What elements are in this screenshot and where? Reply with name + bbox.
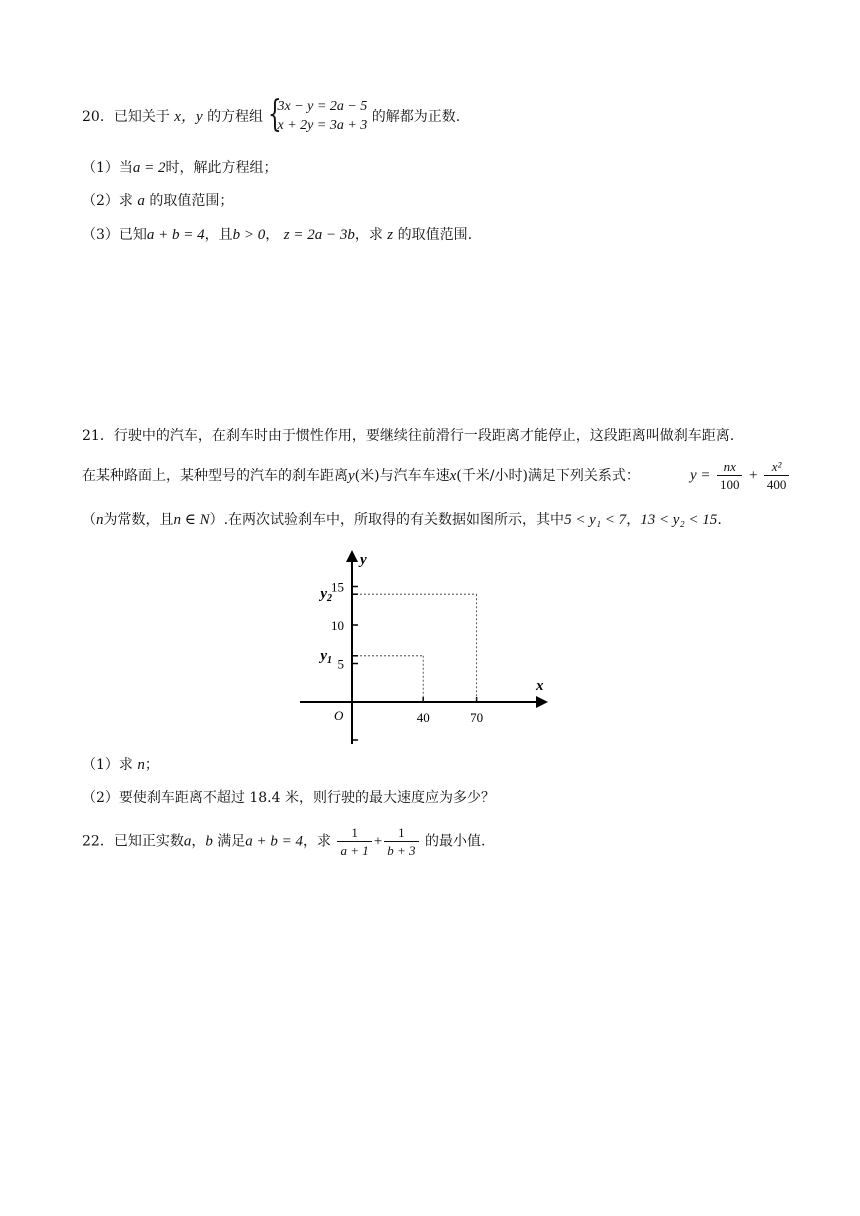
q20-stem	[82, 94, 461, 136]
q21-l3-m2: 5 < y₁ < 7	[564, 512, 627, 528]
q20-p3-text1: ，且	[204, 227, 233, 243]
x-tick-label-70: 70	[470, 710, 484, 725]
frac1-numerator: nx	[717, 458, 743, 476]
fraction-x2-400	[764, 458, 790, 493]
q20-p3-text4: 的取值范围.	[397, 227, 473, 243]
q20-p3-math4: z	[387, 227, 394, 243]
x-axis-label: x	[536, 678, 544, 694]
q22-frac1-num: 1	[337, 824, 371, 842]
q21-text-a: 在某种路面上，某种型号的汽车的刹车距离	[82, 468, 348, 484]
formula-lhs: y =	[690, 467, 711, 484]
equation-1: 3x − y = 2a − 5	[277, 99, 368, 114]
q20-p2-label: （2）求	[82, 193, 133, 209]
q21-l3-m3: 13 < y₂ < 15	[640, 512, 718, 528]
q20-p1-text: 时，解此方程组；	[165, 160, 278, 176]
q20-part1	[82, 158, 278, 178]
q21-p1-math: n	[137, 757, 145, 773]
fraction-nx-100	[717, 458, 743, 493]
y-point-label-y2: $y_2$	[320, 586, 332, 605]
x-axis-arrow	[536, 696, 548, 708]
frac1-denominator: 100	[719, 477, 740, 492]
q22-text-d: ，求	[303, 833, 332, 850]
q20-prefix: 20．已知关于	[82, 109, 170, 125]
q22-frac2-den: b + 3	[387, 843, 416, 858]
q21-l3-m: n ∈ N	[173, 512, 210, 528]
q20-p1-math: a = 2	[132, 160, 166, 176]
q20-p3-math3: z = 2a − 3b	[283, 227, 355, 243]
equation-2: x + 2y = 3a + 3	[277, 118, 368, 133]
y-tick-label-5: 5	[337, 656, 344, 672]
q21-line3	[82, 510, 722, 530]
q21-part2: （2）要使刹车距离不超过 18.4 米，则行驶的最大速度应为多少？	[82, 790, 495, 806]
frac2-numerator: x²	[764, 458, 790, 476]
q21-l3-b: 为常数，且	[103, 512, 174, 528]
q21-line2	[82, 466, 640, 486]
q22-var-b: b	[205, 833, 213, 850]
q20-p3-label: （3）已知	[82, 227, 147, 243]
brace: {	[267, 94, 282, 135]
q21-var-y: y	[348, 468, 355, 484]
q21-p1-text: ；	[144, 757, 159, 773]
q20-p3-math2: b > 0	[232, 227, 266, 243]
q22-fraction-2	[384, 824, 418, 859]
q22-text-b: ，	[191, 833, 206, 850]
plus-sign: +	[748, 467, 758, 484]
q20-mid: 的方程组	[207, 109, 264, 125]
q21-l3-e: .	[717, 512, 722, 528]
q21-part1	[82, 755, 159, 775]
q21-formula	[690, 458, 791, 493]
y-axis-label: y	[360, 552, 367, 568]
q20-p1-label: （1）当	[82, 160, 133, 176]
q22-var-a: a	[183, 833, 192, 850]
q21-text-c: (千米/小时)满足下列关系式：	[456, 468, 640, 484]
q22-text-a: 22．已知正实数	[82, 833, 184, 850]
q21-text-b: (米)与汽车车速	[354, 468, 450, 484]
q21-l3-n: n	[96, 512, 104, 528]
q22-frac1-den: a + 1	[340, 843, 369, 858]
q22-text-c: 满足	[217, 833, 246, 850]
q20-p3-math1: a + b = 4	[146, 227, 205, 243]
braking-graph	[298, 548, 558, 748]
frac2-denominator: 400	[766, 477, 787, 492]
q20-part2	[82, 191, 233, 211]
y-axis-arrow	[346, 550, 358, 562]
q22-fraction-1	[337, 824, 371, 859]
y-tick-label-10: 10	[331, 618, 344, 633]
q22-frac2-num: 1	[384, 824, 418, 842]
q20-vars: x，y	[174, 109, 203, 125]
q20-p3-text2: ，	[265, 227, 280, 243]
q21-p1-label: （1）求	[82, 757, 133, 773]
q21-line1: 21．行驶中的汽车，在刹车时由于惯性作用，要继续往前滑行一段距离才能停止，这段距离叫做刹车距离.	[82, 428, 735, 444]
q20-p3-text3: ，求	[354, 227, 383, 243]
y-point-label-y1: $y_1$	[320, 647, 332, 666]
q21-var-x: x	[449, 468, 457, 484]
q21-l3-a: （	[82, 512, 96, 528]
q21-l3-c: ）.在两次试验刹车中，所取得的有关数据如图所示，其中	[209, 512, 565, 528]
q22-text-e: 的最小值.	[424, 833, 486, 850]
q20-suffix: 的解都为正数.	[371, 109, 461, 125]
q22-plus: +	[373, 833, 383, 850]
x-tick-label-40: 40	[416, 710, 430, 725]
q20-p2-text: 的取值范围；	[149, 193, 234, 209]
equation-system	[267, 94, 368, 135]
q22-cond: a + b = 4	[245, 833, 304, 850]
y-tick-label-15: 15	[331, 579, 344, 595]
q22-stem	[82, 824, 485, 859]
q20-p2-math: a	[137, 193, 145, 209]
origin-label: O	[334, 708, 344, 723]
q20-part3	[82, 225, 472, 245]
q21-l3-d: ，	[626, 512, 641, 528]
